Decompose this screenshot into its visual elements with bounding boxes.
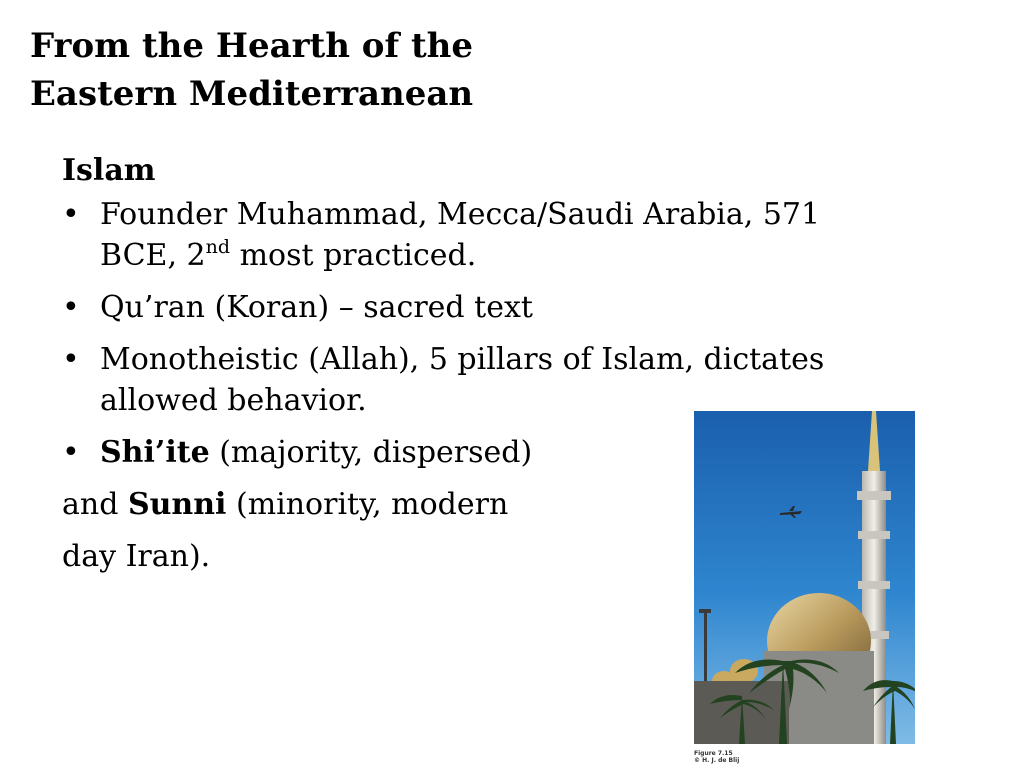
bullet-glyph: • (62, 342, 80, 377)
title-line-2: Eastern Mediterranean (30, 74, 474, 114)
bullet-founder-superscript: nd (205, 236, 231, 258)
sunni-line-prefix: and (62, 487, 128, 522)
bullet-shiite-bold: Shi’ite (100, 435, 210, 470)
iran-line: day Iran). (62, 539, 211, 574)
title-line-1: From the Hearth of the (30, 26, 473, 66)
bullet-quran (62, 287, 862, 328)
bullet-glyph: • (62, 290, 80, 325)
caption-credit: © H. J. de Blij (694, 757, 740, 764)
mosque-photo (694, 411, 915, 744)
sunni-line-text: (minority, modern (226, 487, 509, 522)
bullet-monotheistic-text: Monotheistic (Allah), 5 pillars of Islam, dictates allowed behavior. (100, 342, 825, 418)
bullet-founder-text: Founder Muhammad, Mecca/Saudi Arabia, 571 BCE, 2 (100, 197, 821, 273)
bullet-founder-text-end: most practiced. (230, 238, 477, 273)
bullet-monotheistic (62, 339, 890, 421)
caption-figure-number: Figure 7.15 (694, 750, 733, 757)
bullet-founder (62, 194, 840, 276)
figure-caption (694, 750, 739, 764)
section-heading: Islam (62, 153, 156, 188)
bullet-quran-text: Qu’ran (Koran) – sacred text (100, 290, 533, 325)
bullet-shiite-text: (majority, dispersed) (209, 435, 533, 470)
slide-title (30, 22, 670, 118)
bullet-glyph: • (62, 435, 80, 470)
bullet-glyph: • (62, 197, 80, 232)
sunni-bold: Sunni (127, 487, 227, 522)
